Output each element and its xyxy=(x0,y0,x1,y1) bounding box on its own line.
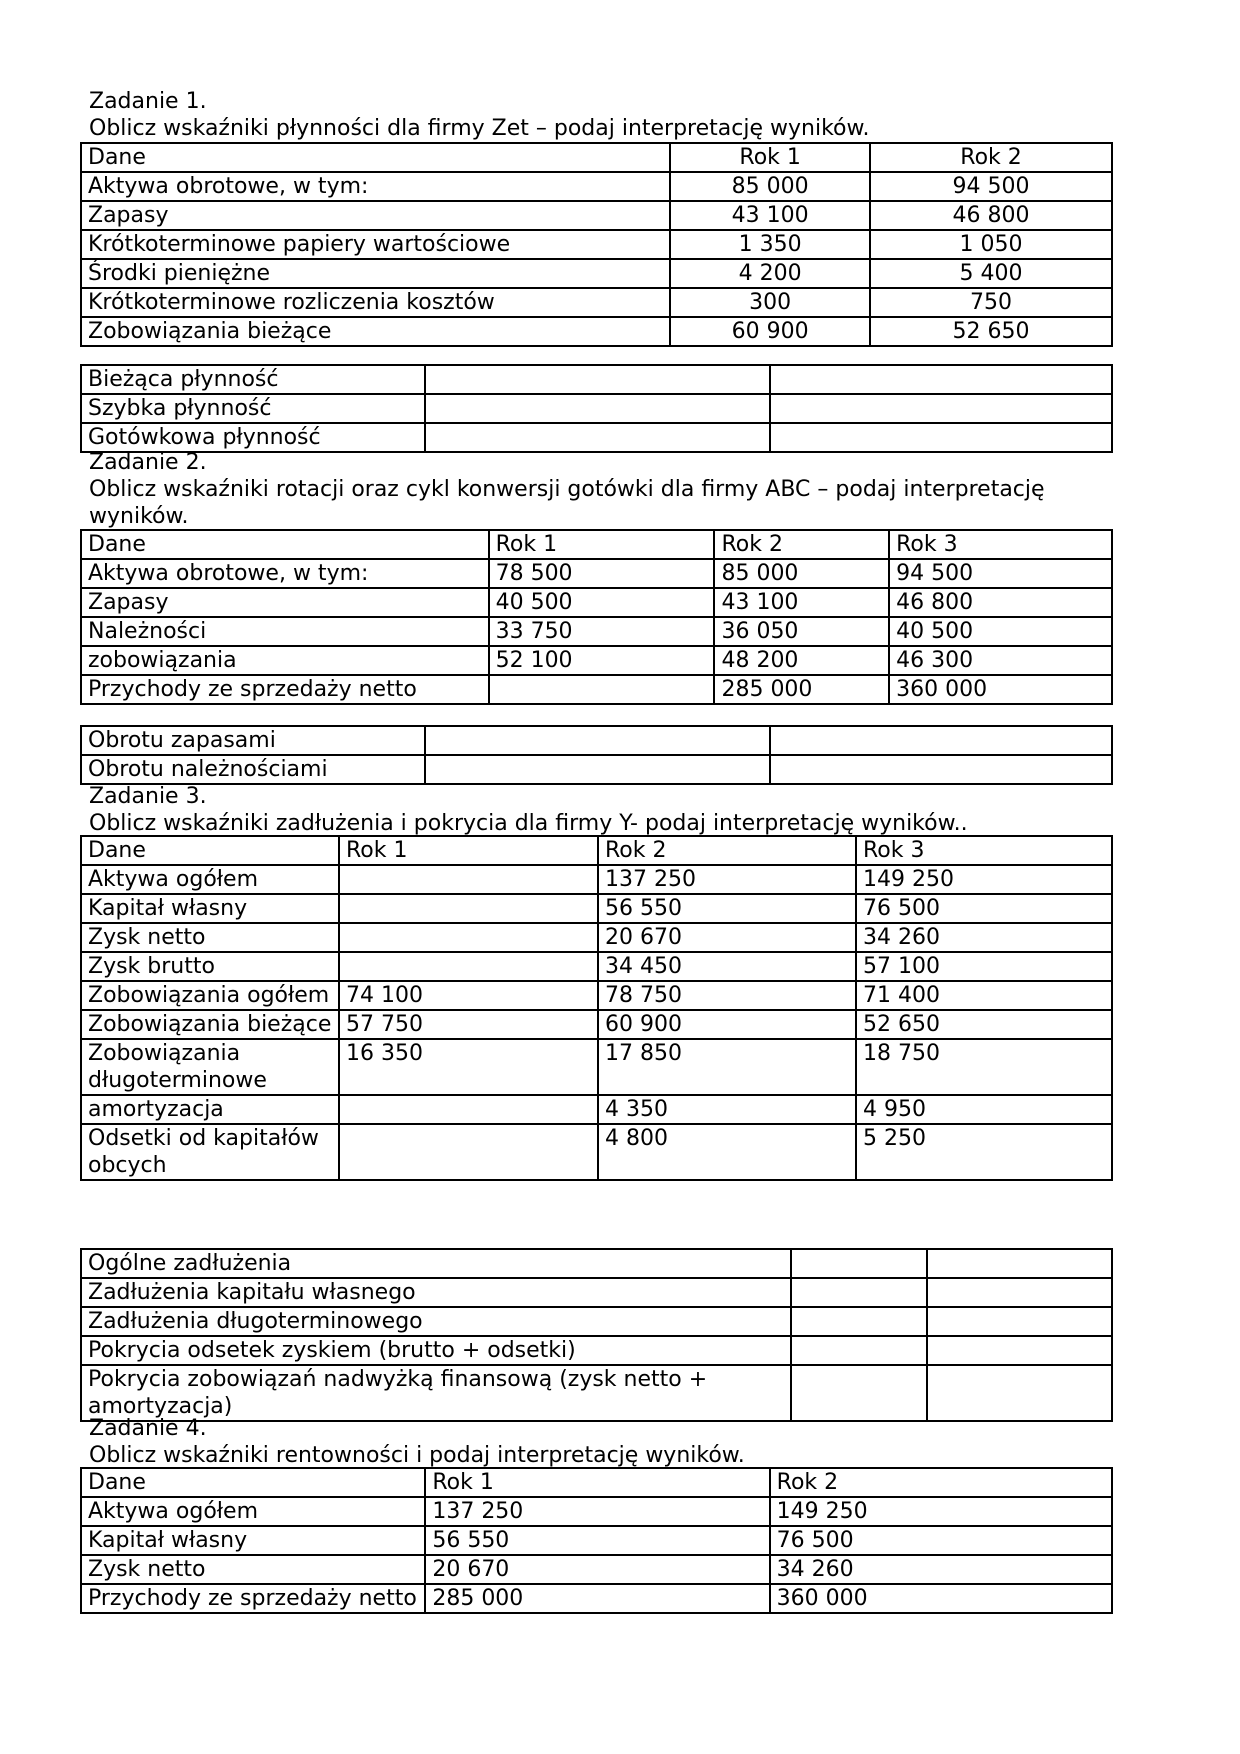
value-cell: 18 750 xyxy=(856,1039,1112,1095)
table-row xyxy=(81,1555,1112,1584)
header-row xyxy=(81,836,1112,865)
row-label-cell: Gotówkowa płynność xyxy=(81,423,425,452)
header-row xyxy=(81,143,1112,172)
value-cell: 85 000 xyxy=(714,559,889,588)
table-row xyxy=(81,317,1112,346)
value-cell xyxy=(425,365,769,394)
table-row xyxy=(81,675,1112,704)
value-cell xyxy=(770,365,1112,394)
value-cell xyxy=(339,894,598,923)
value-cell: Rok 3 xyxy=(856,836,1112,865)
task1-ratio-table xyxy=(80,364,1113,453)
value-cell: 48 200 xyxy=(714,646,889,675)
row-label-cell: Szybka płynność xyxy=(81,394,425,423)
header-row xyxy=(81,1468,1112,1497)
table-row xyxy=(81,894,1112,923)
value-cell xyxy=(425,394,769,423)
value-cell xyxy=(339,1124,598,1180)
row-label-cell: Ogólne zadłużenia xyxy=(81,1249,791,1278)
value-cell: 43 100 xyxy=(670,201,870,230)
ratio-row xyxy=(81,394,1112,423)
value-cell: 137 250 xyxy=(598,865,856,894)
row-label-cell: Aktywa ogółem xyxy=(81,865,339,894)
task3-ratio-table xyxy=(80,1248,1113,1422)
value-cell: 285 000 xyxy=(425,1584,769,1613)
header-row xyxy=(81,530,1112,559)
table-row xyxy=(81,259,1112,288)
row-label-cell: Dane xyxy=(81,530,489,559)
value-cell: 76 500 xyxy=(856,894,1112,923)
value-cell xyxy=(339,1095,598,1124)
row-label-cell: Zysk brutto xyxy=(81,952,339,981)
row-label-cell: Zysk netto xyxy=(81,923,339,952)
value-cell: 85 000 xyxy=(670,172,870,201)
ratio-row xyxy=(81,755,1112,784)
row-label-cell: amortyzacja xyxy=(81,1095,339,1124)
value-cell xyxy=(489,675,715,704)
value-cell: 750 xyxy=(870,288,1112,317)
table-row xyxy=(81,1039,1112,1095)
value-cell xyxy=(425,755,769,784)
value-cell: 149 250 xyxy=(856,865,1112,894)
table-row xyxy=(81,617,1112,646)
value-cell: 78 750 xyxy=(598,981,856,1010)
row-label-cell: Zysk netto xyxy=(81,1555,425,1584)
table-row xyxy=(81,559,1112,588)
value-cell xyxy=(791,1336,928,1365)
ratio-row xyxy=(81,1307,1112,1336)
value-cell: 300 xyxy=(670,288,870,317)
task2-data-table xyxy=(80,529,1113,705)
row-label-cell: Odsetki od kapitałów obcych xyxy=(81,1124,339,1180)
value-cell: Rok 1 xyxy=(339,836,598,865)
value-cell: Rok 1 xyxy=(489,530,715,559)
value-cell: 149 250 xyxy=(770,1497,1112,1526)
ratio-row xyxy=(81,1365,1112,1421)
value-cell: Rok 2 xyxy=(770,1468,1112,1497)
task3-instruction: Oblicz wskaźniki zadłużenia i pokrycia dla firmy Y- podaj interpretację wyników.. xyxy=(89,811,968,836)
value-cell: Rok 1 xyxy=(670,143,870,172)
table-row xyxy=(81,172,1112,201)
value-cell xyxy=(791,1249,928,1278)
value-cell: 34 260 xyxy=(770,1555,1112,1584)
value-cell xyxy=(339,865,598,894)
value-cell: 74 100 xyxy=(339,981,598,1010)
value-cell: 56 550 xyxy=(598,894,856,923)
table-row xyxy=(81,201,1112,230)
value-cell: Rok 2 xyxy=(714,530,889,559)
value-cell: 52 650 xyxy=(856,1010,1112,1039)
value-cell xyxy=(770,726,1112,755)
value-cell: 60 900 xyxy=(598,1010,856,1039)
row-label-cell: Kapitał własny xyxy=(81,894,339,923)
row-label-cell: Bieżąca płynność xyxy=(81,365,425,394)
table-row xyxy=(81,1010,1112,1039)
row-label-cell: Należności xyxy=(81,617,489,646)
row-label-cell: Dane xyxy=(81,143,670,172)
value-cell: 46 300 xyxy=(889,646,1112,675)
ratio-row xyxy=(81,1336,1112,1365)
value-cell: 4 200 xyxy=(670,259,870,288)
row-label-cell: Zobowiązania długoterminowe xyxy=(81,1039,339,1095)
value-cell: 285 000 xyxy=(714,675,889,704)
value-cell: 360 000 xyxy=(889,675,1112,704)
value-cell: 36 050 xyxy=(714,617,889,646)
task4-heading: Zadanie 4. xyxy=(89,1416,207,1441)
row-label-cell: Przychody ze sprzedaży netto xyxy=(81,675,489,704)
value-cell xyxy=(425,423,769,452)
row-label-cell: Obrotu należnościami xyxy=(81,755,425,784)
value-cell xyxy=(770,755,1112,784)
value-cell: 76 500 xyxy=(770,1526,1112,1555)
value-cell: 57 750 xyxy=(339,1010,598,1039)
value-cell: Rok 1 xyxy=(425,1468,769,1497)
value-cell: 78 500 xyxy=(489,559,715,588)
value-cell: Rok 2 xyxy=(598,836,856,865)
ratio-row xyxy=(81,726,1112,755)
ratio-row xyxy=(81,1249,1112,1278)
value-cell: 52 650 xyxy=(870,317,1112,346)
table-row xyxy=(81,288,1112,317)
row-label-cell: Zobowiązania bieżące xyxy=(81,1010,339,1039)
value-cell: 43 100 xyxy=(714,588,889,617)
value-cell: 5 250 xyxy=(856,1124,1112,1180)
row-label-cell: Kapitał własny xyxy=(81,1526,425,1555)
table-row xyxy=(81,1584,1112,1613)
value-cell: 94 500 xyxy=(870,172,1112,201)
value-cell: 34 450 xyxy=(598,952,856,981)
table-row xyxy=(81,923,1112,952)
row-label-cell: Pokrycia odsetek zyskiem (brutto + odsetki) xyxy=(81,1336,791,1365)
value-cell xyxy=(339,952,598,981)
value-cell xyxy=(927,1365,1112,1421)
row-label-cell: Zapasy xyxy=(81,201,670,230)
table-row xyxy=(81,588,1112,617)
value-cell xyxy=(927,1307,1112,1336)
task2-instruction-line2: wyników. xyxy=(89,504,189,529)
value-cell: 33 750 xyxy=(489,617,715,646)
value-cell: 20 670 xyxy=(425,1555,769,1584)
value-cell: 360 000 xyxy=(770,1584,1112,1613)
row-label-cell: Pokrycia zobowiązań nadwyżką finansową (zysk netto + amortyzacja) xyxy=(81,1365,791,1421)
value-cell xyxy=(770,394,1112,423)
row-label-cell: Dane xyxy=(81,836,339,865)
row-label-cell: Obrotu zapasami xyxy=(81,726,425,755)
value-cell: 137 250 xyxy=(425,1497,769,1526)
ratio-row xyxy=(81,1278,1112,1307)
ratio-row xyxy=(81,365,1112,394)
row-label-cell: Środki pieniężne xyxy=(81,259,670,288)
row-label-cell: Aktywa obrotowe, w tym: xyxy=(81,172,670,201)
value-cell xyxy=(425,726,769,755)
value-cell: 52 100 xyxy=(489,646,715,675)
value-cell: 71 400 xyxy=(856,981,1112,1010)
value-cell: 1 350 xyxy=(670,230,870,259)
value-cell: 4 800 xyxy=(598,1124,856,1180)
row-label-cell: Zadłużenia długoterminowego xyxy=(81,1307,791,1336)
value-cell: 1 050 xyxy=(870,230,1112,259)
value-cell: 40 500 xyxy=(889,617,1112,646)
table-row xyxy=(81,981,1112,1010)
value-cell: 56 550 xyxy=(425,1526,769,1555)
table-row xyxy=(81,1497,1112,1526)
value-cell: Rok 3 xyxy=(889,530,1112,559)
value-cell: 17 850 xyxy=(598,1039,856,1095)
row-label-cell: Krótkoterminowe papiery wartościowe xyxy=(81,230,670,259)
value-cell: 60 900 xyxy=(670,317,870,346)
row-label-cell: Zobowiązania bieżące xyxy=(81,317,670,346)
value-cell: 34 260 xyxy=(856,923,1112,952)
row-label-cell: Przychody ze sprzedaży netto xyxy=(81,1584,425,1613)
value-cell: 20 670 xyxy=(598,923,856,952)
task2-instruction-line1: Oblicz wskaźniki rotacji oraz cykl konwersji gotówki dla firmy ABC – podaj interpretację xyxy=(89,477,1045,502)
table-row xyxy=(81,230,1112,259)
table-row xyxy=(81,865,1112,894)
table-row xyxy=(81,1124,1112,1180)
table-row xyxy=(81,646,1112,675)
row-label-cell: Krótkoterminowe rozliczenia kosztów xyxy=(81,288,670,317)
value-cell: 4 350 xyxy=(598,1095,856,1124)
task2-ratio-table xyxy=(80,725,1113,785)
value-cell xyxy=(791,1278,928,1307)
task4-data-table xyxy=(80,1467,1113,1614)
task3-heading: Zadanie 3. xyxy=(89,784,207,809)
value-cell: Rok 2 xyxy=(870,143,1112,172)
value-cell: 46 800 xyxy=(889,588,1112,617)
value-cell: 57 100 xyxy=(856,952,1112,981)
table-row xyxy=(81,1526,1112,1555)
row-label-cell: zobowiązania xyxy=(81,646,489,675)
row-label-cell: Zapasy xyxy=(81,588,489,617)
value-cell xyxy=(791,1365,928,1421)
value-cell: 40 500 xyxy=(489,588,715,617)
row-label-cell: Zobowiązania ogółem xyxy=(81,981,339,1010)
value-cell: 16 350 xyxy=(339,1039,598,1095)
task1-heading: Zadanie 1. xyxy=(89,89,207,114)
value-cell xyxy=(770,423,1112,452)
task3-data-table xyxy=(80,835,1113,1181)
ratio-row xyxy=(81,423,1112,452)
value-cell xyxy=(791,1307,928,1336)
task1-data-table xyxy=(80,142,1113,347)
value-cell: 94 500 xyxy=(889,559,1112,588)
value-cell xyxy=(927,1278,1112,1307)
task4-instruction: Oblicz wskaźniki rentowności i podaj interpretację wyników. xyxy=(89,1443,745,1468)
row-label-cell: Dane xyxy=(81,1468,425,1497)
row-label-cell: Zadłużenia kapitału własnego xyxy=(81,1278,791,1307)
value-cell: 5 400 xyxy=(870,259,1112,288)
value-cell xyxy=(339,923,598,952)
value-cell: 46 800 xyxy=(870,201,1112,230)
table-row xyxy=(81,1095,1112,1124)
value-cell: 4 950 xyxy=(856,1095,1112,1124)
value-cell xyxy=(927,1336,1112,1365)
value-cell xyxy=(927,1249,1112,1278)
task1-instruction: Oblicz wskaźniki płynności dla firmy Zet – podaj interpretację wyników. xyxy=(89,116,870,141)
row-label-cell: Aktywa ogółem xyxy=(81,1497,425,1526)
table-row xyxy=(81,952,1112,981)
row-label-cell: Aktywa obrotowe, w tym: xyxy=(81,559,489,588)
task2-heading: Zadanie 2. xyxy=(89,450,207,475)
